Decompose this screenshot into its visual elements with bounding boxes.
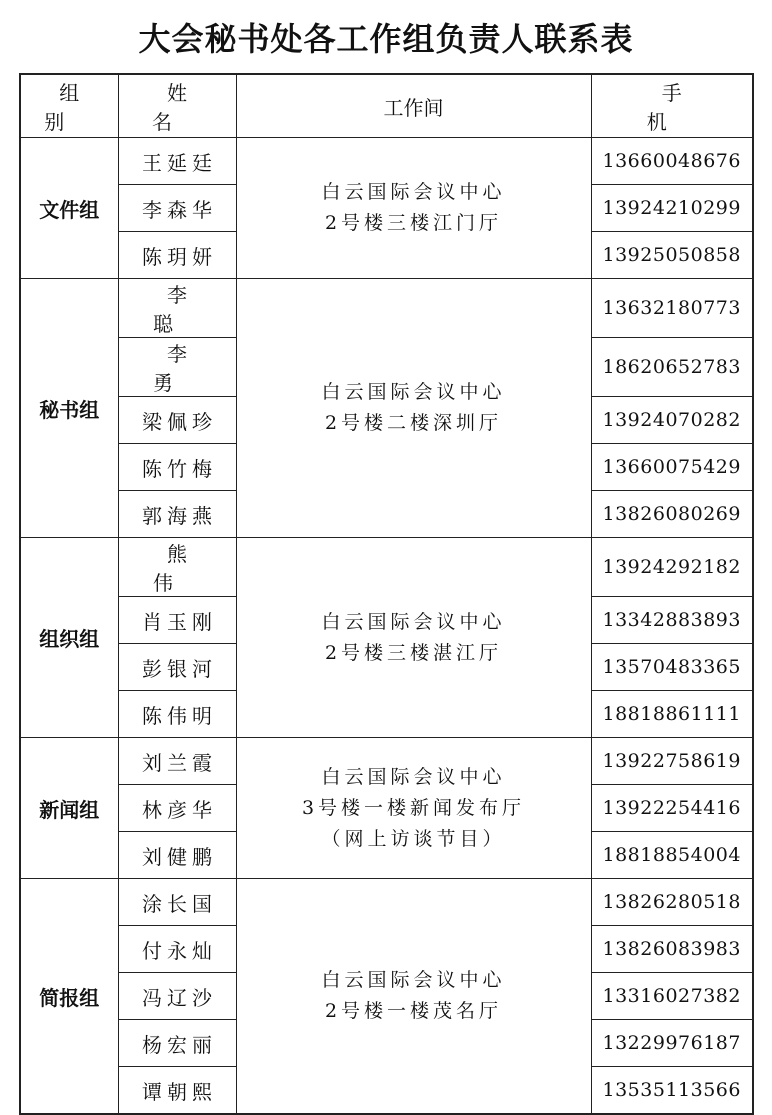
phone-number: 13826083983: [591, 926, 753, 973]
header-row: [20, 74, 753, 138]
venue-cell: [236, 879, 591, 1115]
venue-line: 2号楼一楼茂名厅: [324, 1000, 503, 1022]
phone-number: 13229976187: [591, 1020, 753, 1067]
group-name: 组织组: [20, 538, 118, 738]
header-venue: 工作间: [236, 74, 591, 138]
member-name: 李勇: [118, 338, 236, 397]
phone-number: 18818861111: [591, 691, 753, 738]
phone-number: 13924292182: [591, 538, 753, 597]
member-name: 林彦华: [118, 785, 236, 832]
member-name: 李森华: [118, 185, 236, 232]
venue-line: 白云国际会议中心: [321, 181, 506, 203]
member-name: 王延廷: [118, 138, 236, 185]
member-name: 陈伟明: [118, 691, 236, 738]
phone-number: 18818854004: [591, 832, 753, 879]
header-phone: 手 机: [591, 74, 753, 138]
header-group: 组 别: [20, 74, 118, 138]
member-name: 涂长国: [118, 879, 236, 926]
group-name: 秘书组: [20, 279, 118, 538]
member-name: 陈竹梅: [118, 444, 236, 491]
venue-line: 白云国际会议中心: [321, 381, 506, 403]
phone-number: 13316027382: [591, 973, 753, 1020]
phone-number: 13826080269: [591, 491, 753, 538]
phone-number: 13632180773: [591, 279, 753, 338]
phone-number: 13924070282: [591, 397, 753, 444]
member-name: 冯辽沙: [118, 973, 236, 1020]
member-name: 李聪: [118, 279, 236, 338]
member-name: 熊伟: [118, 538, 236, 597]
venue-line: （网上访谈节目）: [321, 827, 506, 850]
member-name: 付永灿: [118, 926, 236, 973]
contact-table: [19, 73, 762, 1115]
phone-number: 13922254416: [591, 785, 753, 832]
member-name: 彭银河: [118, 644, 236, 691]
member-name: 刘兰霞: [118, 738, 236, 785]
phone-number: 13826280518: [591, 879, 753, 926]
venue-line: 3号楼一楼新闻发布厅: [301, 796, 526, 819]
page-title: 大会秘书处各工作组负责人联系表: [138, 20, 634, 58]
member-name: 郭海燕: [118, 491, 236, 538]
venue-line: 白云国际会议中心: [321, 765, 506, 788]
table-row: [20, 138, 753, 185]
header-name: 姓 名: [118, 74, 236, 138]
group-name: 文件组: [20, 138, 118, 279]
venue-line: 2号楼三楼湛江厅: [324, 641, 503, 664]
table-row: [20, 738, 753, 785]
table-body: [20, 138, 753, 1115]
phone-number: 13535113566: [591, 1067, 753, 1115]
member-name: 梁佩珍: [118, 397, 236, 444]
phone-number: 13342883893: [591, 597, 753, 644]
phone-number: 13660048676: [591, 138, 753, 185]
table-row: [20, 538, 753, 597]
table-row: [20, 279, 753, 338]
member-name: 肖玉刚: [118, 597, 236, 644]
venue-cell: [236, 138, 591, 279]
group-name: 简报组: [20, 879, 118, 1115]
member-name: 杨宏丽: [118, 1020, 236, 1067]
venue-line: 白云国际会议中心: [321, 610, 506, 633]
group-name: 新闻组: [20, 738, 118, 879]
venue-line: 2号楼二楼深圳厅: [324, 412, 503, 434]
phone-number: 13924210299: [591, 185, 753, 232]
venue-cell: [236, 279, 591, 538]
member-name: 刘健鹏: [118, 832, 236, 879]
member-name: 陈玥妍: [118, 232, 236, 279]
venue-cell: [236, 538, 591, 738]
table-row: [20, 879, 753, 926]
phone-number: 13570483365: [591, 644, 753, 691]
phone-number: 13925050858: [591, 232, 753, 279]
phone-number: 13660075429: [591, 444, 753, 491]
venue-line: 白云国际会议中心: [321, 969, 506, 991]
member-name: 谭朝熙: [118, 1067, 236, 1115]
venue-cell: [236, 738, 591, 879]
phone-number: 18620652783: [591, 338, 753, 397]
venue-line: 2号楼三楼江门厅: [324, 212, 503, 234]
phone-number: 13922758619: [591, 738, 753, 785]
